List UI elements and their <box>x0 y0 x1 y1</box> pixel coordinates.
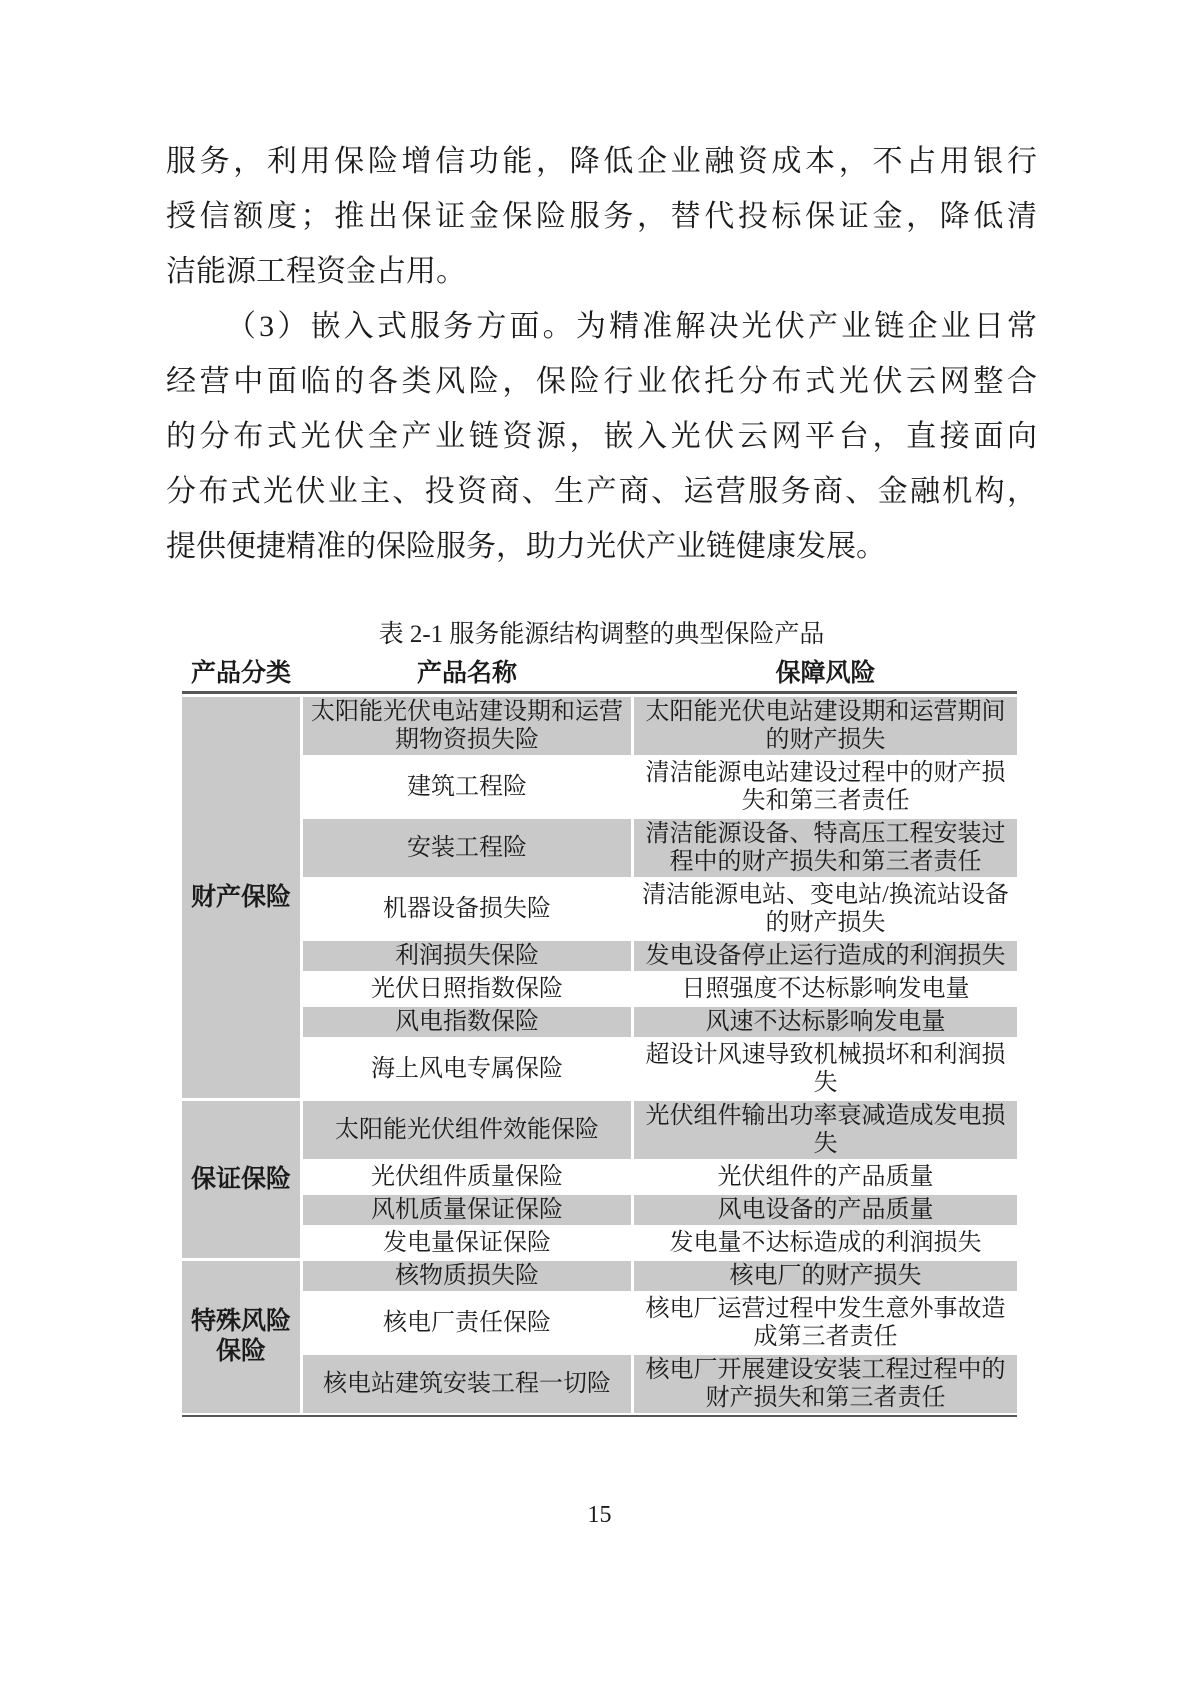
table-header-row <box>182 658 1017 690</box>
product-name-cell: 核电站建筑安装工程一切险 <box>303 1355 631 1413</box>
paragraph <box>166 134 1037 299</box>
risk-cell: 风电设备的产品质量 <box>634 1195 1017 1225</box>
paragraph-line: 经营中面临的各类风险，保险行业依托分布式光伏云网整合 <box>166 365 1037 398</box>
table-row <box>303 819 1017 877</box>
table-row <box>303 941 1017 971</box>
header-covered-risk: 保障风险 <box>775 660 876 687</box>
table-row <box>303 974 1017 1004</box>
group-rows <box>303 697 1017 1098</box>
product-name-cell: 海上风电专属保险 <box>303 1040 631 1098</box>
product-name-cell: 光伏日照指数保险 <box>303 974 631 1004</box>
risk-cell: 清洁能源电站建设过程中的财产损失和第三者责任 <box>634 758 1017 816</box>
category-cell: 特殊风险保险 <box>182 1261 300 1413</box>
table-row <box>303 880 1017 938</box>
table-row <box>303 1228 1017 1258</box>
paragraph-line: （3）嵌入式服务方面。为精准解决光伏产业链企业日常 <box>226 310 1037 343</box>
product-name-cell: 利润损失保险 <box>303 941 631 971</box>
paragraph-line: 洁能源工程资金占用。 <box>166 255 466 288</box>
header-product-category: 产品分类 <box>190 660 291 687</box>
paragraph-line: 提供便捷精准的保险服务，助力光伏产业链健康发展。 <box>166 530 886 563</box>
risk-cell: 发电量不达标造成的利润损失 <box>634 1228 1017 1258</box>
paragraph-line: 分布式光伏业主、投资商、生产商、运营服务商、金融机构， <box>166 475 1037 508</box>
table-group <box>182 697 1017 1098</box>
risk-cell: 太阳能光伏电站建设期和运营期间的财产损失 <box>634 697 1017 755</box>
risk-cell: 光伏组件的产品质量 <box>634 1162 1017 1192</box>
product-name-cell: 核物质损失险 <box>303 1261 631 1291</box>
table-group <box>182 1261 1017 1413</box>
product-name-cell: 风电指数保险 <box>303 1007 631 1037</box>
risk-cell: 清洁能源电站、变电站/换流站设备的财产损失 <box>634 880 1017 938</box>
paragraph-line: 授信额度；推出保证金保险服务，替代投标保证金，降低清 <box>166 200 1037 233</box>
product-name-cell: 太阳能光伏电站建设期和运营期物资损失险 <box>303 697 631 755</box>
product-name-cell: 机器设备损失险 <box>303 880 631 938</box>
table-body <box>182 694 1017 1413</box>
table-row <box>303 1261 1017 1291</box>
table-row <box>303 1101 1017 1159</box>
paragraph-line: 的分布式光伏全产业链资源，嵌入光伏云网平台，直接面向 <box>166 420 1037 453</box>
table-group <box>182 1101 1017 1258</box>
product-name-cell: 发电量保证保险 <box>303 1228 631 1258</box>
risk-cell: 超设计风速导致机械损坏和利润损失 <box>634 1040 1017 1098</box>
table-row <box>303 697 1017 755</box>
table-row <box>303 1162 1017 1192</box>
document-content <box>166 134 1037 1417</box>
product-name-cell: 建筑工程险 <box>303 758 631 816</box>
risk-cell: 发电设备停止运行造成的利润损失 <box>634 941 1017 971</box>
risk-cell: 日照强度不达标影响发电量 <box>634 974 1017 1004</box>
category-cell: 财产保险 <box>182 697 300 1098</box>
risk-cell: 风速不达标影响发电量 <box>634 1007 1017 1037</box>
table-row <box>303 758 1017 816</box>
risk-cell: 清洁能源设备、特高压工程安装过程中的财产损失和第三者责任 <box>634 819 1017 877</box>
product-name-cell: 安装工程险 <box>303 819 631 877</box>
table-row <box>303 1355 1017 1413</box>
risk-cell: 核电厂的财产损失 <box>634 1261 1017 1291</box>
table-caption: 表 2-1 服务能源结构调整的典型保险产品 <box>378 621 825 648</box>
group-rows <box>303 1261 1017 1413</box>
table-row <box>303 1007 1017 1037</box>
paragraph <box>166 299 1037 574</box>
paragraph-line: 服务，利用保险增信功能，降低企业融资成本，不占用银行 <box>166 145 1037 178</box>
product-name-cell: 核电厂责任保险 <box>303 1294 631 1352</box>
insurance-products-table <box>182 658 1017 1417</box>
page-number: 15 <box>587 1502 612 1528</box>
risk-cell: 光伏组件输出功率衰减造成发电损失 <box>634 1101 1017 1159</box>
table-row <box>303 1294 1017 1352</box>
group-rows <box>303 1101 1017 1258</box>
category-cell: 保证保险 <box>182 1101 300 1258</box>
header-product-name: 产品名称 <box>416 660 517 687</box>
risk-cell: 核电厂运营过程中发生意外事故造成第三者责任 <box>634 1294 1017 1352</box>
table-row <box>303 1195 1017 1225</box>
body-paragraphs <box>166 134 1037 574</box>
product-name-cell: 光伏组件质量保险 <box>303 1162 631 1192</box>
table-bottom-rule <box>182 1415 1017 1417</box>
product-name-cell: 风机质量保证保险 <box>303 1195 631 1225</box>
table-row <box>303 1040 1017 1098</box>
product-name-cell: 太阳能光伏组件效能保险 <box>303 1101 631 1159</box>
risk-cell: 核电厂开展建设安装工程过程中的财产损失和第三者责任 <box>634 1355 1017 1413</box>
